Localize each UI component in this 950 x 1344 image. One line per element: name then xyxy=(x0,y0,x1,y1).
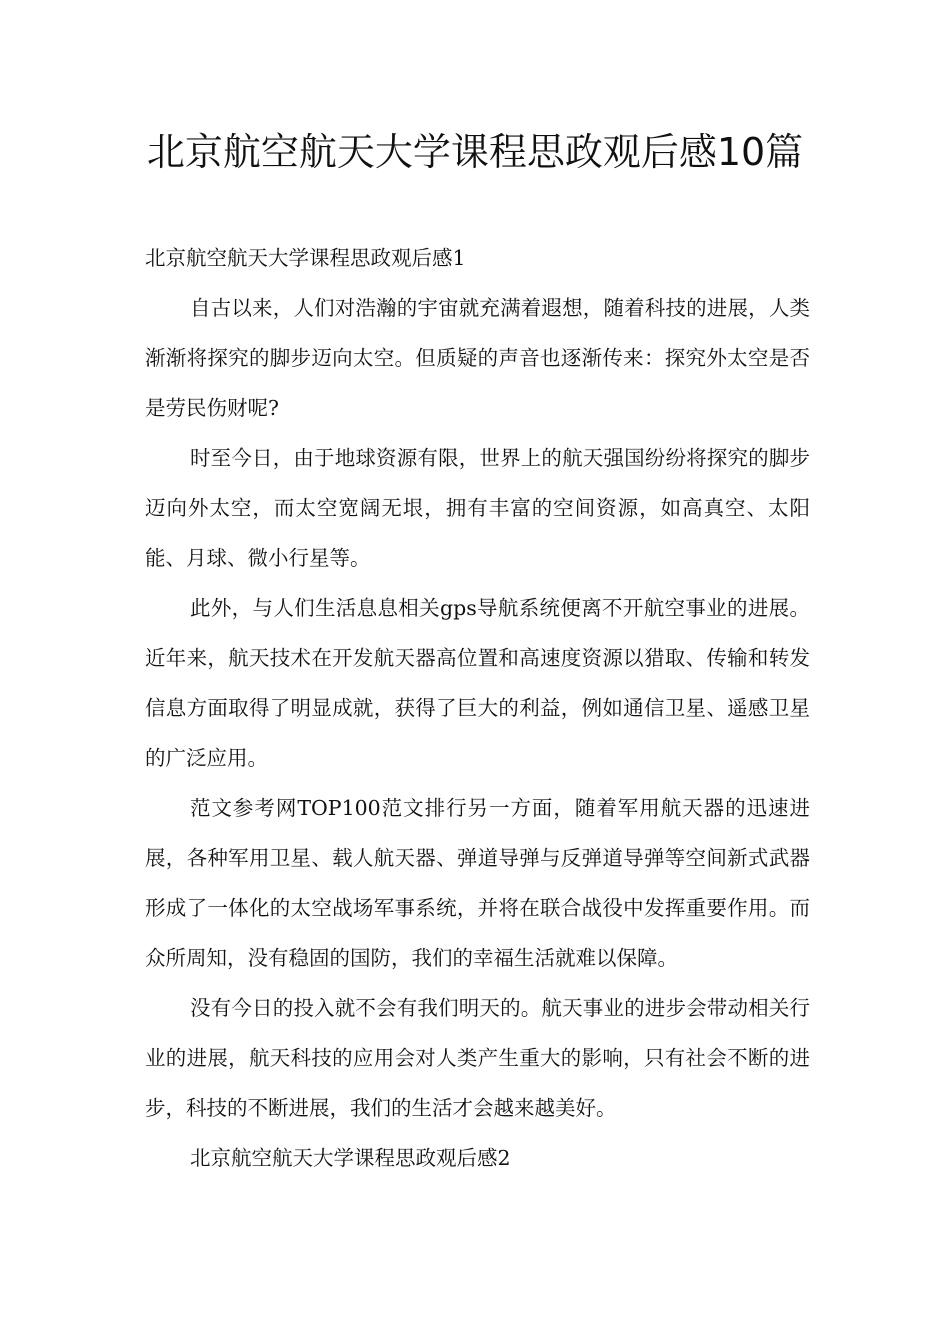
paragraph: 此外，与人们生活息息相关gps导航系统便离不开航空事业的进展。近年来，航天技术在开发航天器高位置和高速度资源以猎取、传输和转发信息方面取得了明显成就，获得了巨大的利益，例如通信卫星、遥感卫星的广泛应用。 xyxy=(145,596,810,770)
paragraph: 时至今日，由于地球资源有限，世界上的航天强国纷纷将探究的脚步迈向外太空，而太空宽阔无垠，拥有丰富的空间资源，如高真空、太阳能、月球、微小行星等。 xyxy=(145,446,810,570)
paragraph: 范文参考网TOP100范文排行另一方面，随着军用航天器的迅速进展，各种军用卫星、载人航天器、弹道导弹与反弹道导弹等空间新式武器形成了一体化的太空战场军事系统，并将在联合战役中发挥重要作用。而众所周知，没有稳固的国防，我们的幸福生活就难以保障。 xyxy=(145,796,810,970)
document-title: 北京航空航天大学课程思政观后感10篇 xyxy=(146,130,804,174)
paragraph: 没有今日的投入就不会有我们明天的。航天事业的进步会带动相关行业的进展，航天科技的应用会对人类产生重大的影响，只有社会不断的进步，科技的不断进展，我们的生活才会越来越美好。 xyxy=(145,996,810,1120)
section-heading: 北京航空航天大学课程思政观后感1 xyxy=(145,246,466,270)
paragraph: 自古以来，人们对浩瀚的宇宙就充满着遐想，随着科技的进展，人类渐渐将探究的脚步迈向太空。但质疑的声音也逐渐传来：探究外太空是否是劳民伤财呢? xyxy=(145,296,810,420)
document-body xyxy=(145,233,810,1183)
section-heading-next: 北京航空航天大学课程思政观后感2 xyxy=(190,1146,511,1170)
